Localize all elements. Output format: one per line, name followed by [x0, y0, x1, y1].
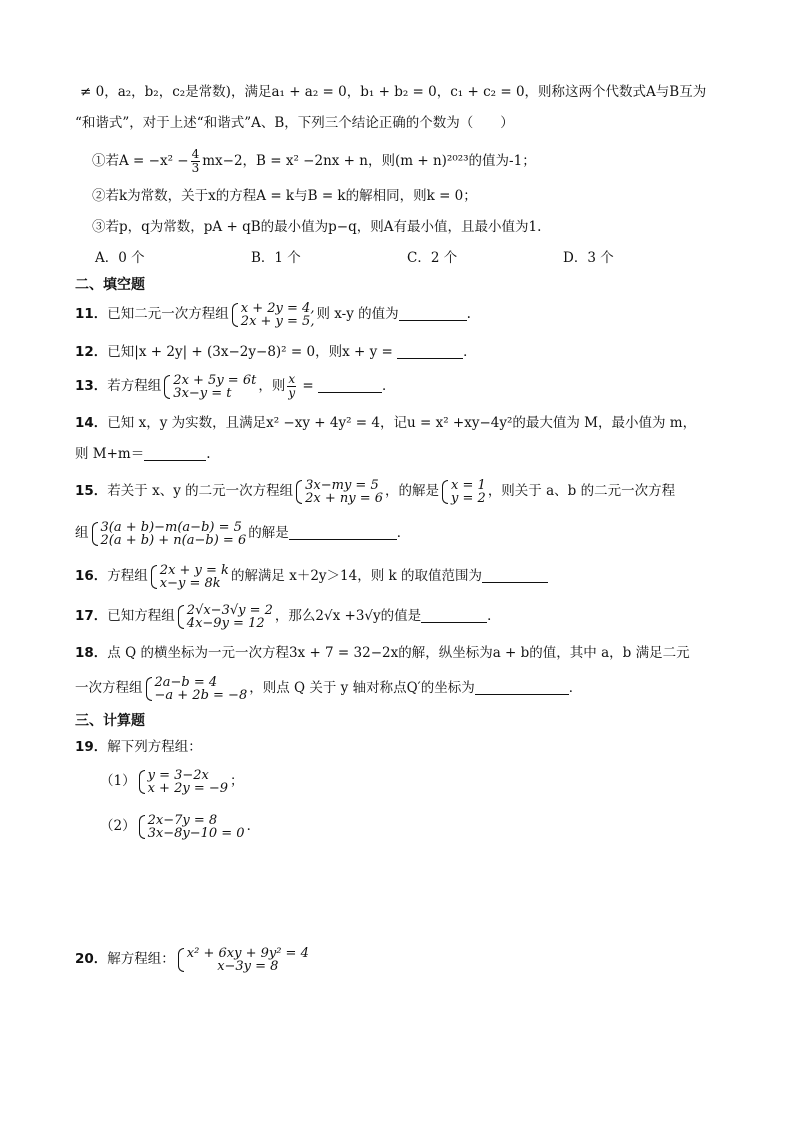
answer-blank[interactable]: [399, 306, 467, 321]
question-13: 13．若方程组 2x + 5y = 6t 3x−y = t ，则 $\frac{x}{y}$ = ．: [75, 372, 396, 401]
equation-system: 2x + y = k x−y = 8k: [150, 564, 229, 590]
question-15-line2: 组 3(a + b)−m(a−b) = 5 2(a + b) + n(a−b) = 6 的解是 ．: [75, 519, 411, 548]
equation-system: 2a−b = 4 −a + 2b = −8: [145, 676, 248, 702]
q10-statement-2: ②若k为常数，关于x的方程A = k与B = k的解相同，则k = 0；: [92, 188, 477, 204]
answer-blank[interactable]: [421, 608, 487, 623]
fraction: $\frac{4}{3}$: [191, 147, 200, 175]
question-19: 19．解下列方程组：: [75, 739, 202, 755]
q10-statement-1: ①若A = −x² − $\frac{4}{3}$ mx−2，B = x² −2nx + n，则(m + n)²⁰²³的值为-1；: [92, 147, 536, 175]
q10-line2: “和谐式”，对于上述“和谐式”A、B，下列三个结论正确的个数为（ ）: [75, 115, 514, 131]
answer-blank[interactable]: [144, 446, 206, 461]
question-12: 12．已知|x + 2y| + (3x−2y−8)² = 0，则x + y = ．: [75, 344, 477, 360]
q10-line1: ≠ 0，a₂，b₂，c₂是常数)，满足a₁ + a₂ = 0，b₁ + b₂ = 0，c₁ + c₂ = 0，则称这两个代数式A与B互为: [80, 84, 707, 100]
answer-blank[interactable]: [475, 680, 569, 695]
equation-system: 2x−7y = 8 3x−8y−10 = 0: [138, 814, 245, 840]
question-20: 20．解方程组： x² + 6xy + 9y² = 4 x−3y = 8: [75, 945, 309, 974]
option-a[interactable]: A．0 个: [95, 250, 145, 266]
option-b[interactable]: B．1 个: [251, 250, 301, 266]
answer-blank[interactable]: [482, 568, 548, 583]
question-18-line1: 18．点 Q 的横坐标为一元一次方程3x + 7 = 32−2x的解，纵坐标为a + b的值，其中 a，b 满足二元: [75, 645, 690, 661]
q10-options: [95, 248, 719, 268]
equation-system: 2x + 5y = 6t 3x−y = t: [163, 374, 256, 400]
question-17: 17．已知方程组 2√x−3√y = 2 4x−9y = 12 ，那么2√x +3√y的值是 ．: [75, 602, 501, 631]
equation-system: 3x−my = 5 2x + ny = 6: [295, 479, 383, 505]
option-c[interactable]: C．2 个: [407, 250, 458, 266]
section-heading-calculation: 三、计算题: [75, 713, 145, 729]
question-18-line2: 一次方程组 2a−b = 4 −a + 2b = −8 ，则点 Q 关于 y 轴对称点Q′的坐标为 ．: [75, 674, 583, 703]
question-11: 11．已知二元一次方程组 x + 2y = 4, 2x + y = 5, 则 x-y 的值为 .: [75, 300, 471, 329]
equation-system: y = 3−2x x + 2y = −9: [138, 769, 228, 795]
question-15-line1: 15．若关于 x、y 的二元一次方程组 3x−my = 5 2x + ny = 6 ，的解是 x = 1 y = 2 ，则关于 a、b 的二元一次方程: [75, 477, 676, 506]
equation-system: x + 2y = 4, 2x + y = 5,: [231, 302, 315, 328]
equation-system: x² + 6xy + 9y² = 4 x−3y = 8: [177, 947, 309, 973]
solution-system: x = 1 y = 2: [441, 479, 486, 505]
answer-blank[interactable]: [397, 344, 463, 359]
fraction: $\frac{x}{y}$: [288, 372, 296, 400]
answer-blank[interactable]: [318, 378, 382, 393]
option-d[interactable]: D．3 个: [563, 250, 614, 266]
section-heading-fill-blank: 二、填空题: [75, 277, 145, 293]
question-14-line1: 14．已知 x，y 为实数，且满足x² −xy + 4y² = 4，记u = x² +xy−4y²的最大值为 M，最小值为 m，: [75, 415, 697, 431]
q10-statement-3: ③若p，q为常数，pA + qB的最小值为p−q，则A有最小值，且最小值为1.: [92, 219, 542, 235]
equation-system: 3(a + b)−m(a−b) = 5 2(a + b) + n(a−b) = 6: [91, 521, 247, 547]
question-14-line2: 则 M+m＝ .: [75, 446, 211, 462]
answer-blank[interactable]: [289, 525, 397, 540]
question-19-part2: （2） 2x−7y = 8 3x−8y−10 = 0 ．: [100, 812, 261, 841]
question-19-part1: （1） y = 3−2x x + 2y = −9 ；: [100, 767, 244, 796]
equation-system: 2√x−3√y = 2 4x−9y = 12: [177, 604, 273, 630]
question-16: 16．方程组 2x + y = k x−y = 8k 的解满足 x＋2y＞14，则 k 的取值范围为: [75, 560, 548, 592]
